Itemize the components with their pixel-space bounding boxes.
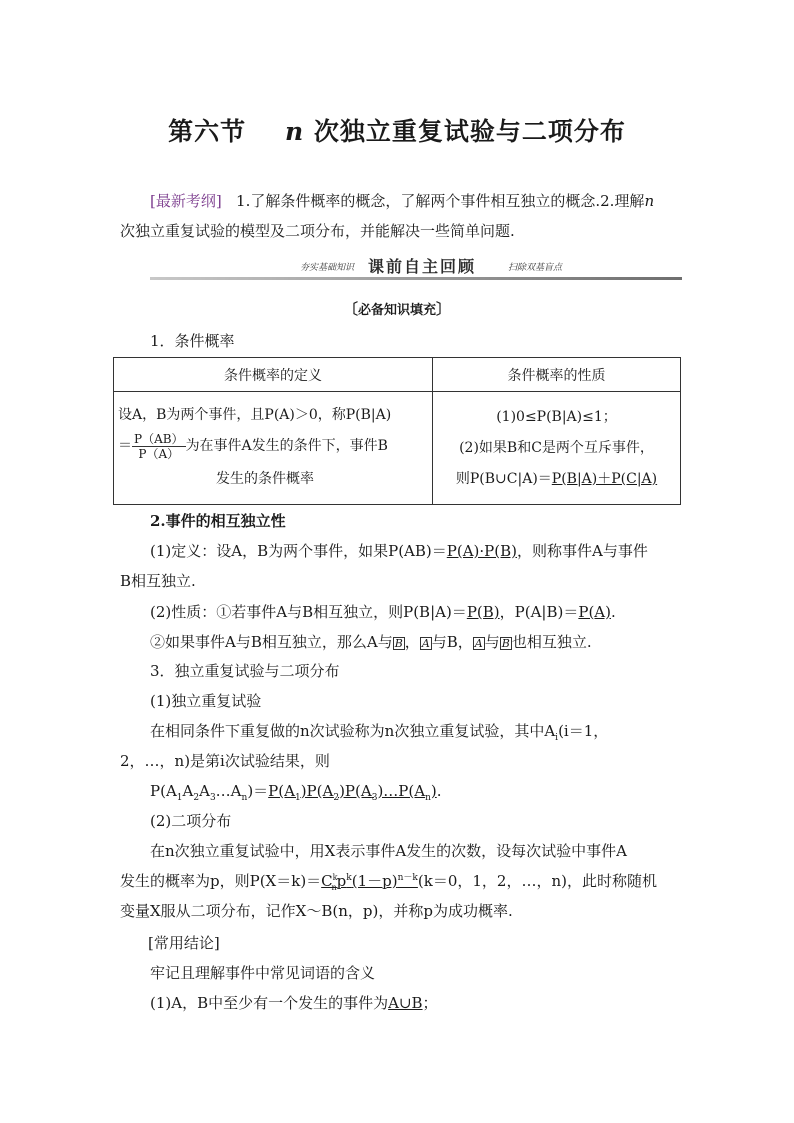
- title-n: n: [284, 117, 305, 146]
- title-prefix: 第六节: [168, 117, 247, 146]
- s3-q2: [120, 870, 657, 892]
- s2-def-c: ，则称事件A与事件: [516, 542, 648, 560]
- common-l2: [150, 992, 438, 1013]
- s2-prop-a: (2)性质：①若事件A与B相互独立，则P(B|A)＝: [150, 603, 467, 621]
- s2-prop-line: [150, 601, 616, 622]
- s3-sub2: (2)二项分布: [150, 812, 232, 830]
- s2-c2-g: 与: [484, 633, 500, 651]
- s3-q3: 变量X服从二项分布，记作X～B(n，p)，并称p为成功概率.: [120, 902, 513, 920]
- section-title: 必备知识填充: [357, 303, 436, 318]
- s3-p1-a: 在相同条件下重复做的n次试验称为n次独立重复试验，其中A: [150, 722, 556, 740]
- boxed-a-1: A: [421, 637, 430, 650]
- s3-title: 3．独立重复试验与二项分布: [150, 662, 340, 680]
- table-header-definition: 条件概率的定义: [114, 358, 433, 392]
- boxed-a-2: A: [474, 637, 483, 650]
- s3-p3-a: P(A: [150, 782, 177, 800]
- kaogang-line2: 次独立重复试验的模型及二项分布，并能解决一些简单问题.: [120, 222, 515, 240]
- section-heading: [0, 298, 794, 319]
- def-tail: 为在事件A发生的条件下，事件B: [185, 438, 388, 454]
- kaogang-line1: [150, 190, 654, 211]
- table-header-property: 条件概率的性质: [433, 358, 681, 392]
- s2-c2-e: 与B，: [431, 633, 473, 651]
- s3-p3-h: )P(A: [339, 782, 372, 800]
- common-l1: 牢记且理解事件中常见词语的含义: [150, 964, 376, 982]
- s3-p3-f: P(A: [268, 782, 295, 800]
- boxed-b-2: B: [501, 637, 510, 650]
- s2-corollary-line: [150, 631, 592, 652]
- def-fraction: [132, 432, 186, 461]
- s3-p3-b: A: [182, 782, 194, 800]
- s2-c2-c: ，: [404, 633, 420, 651]
- s2-def-line: [150, 540, 648, 561]
- conditional-probability-table: [113, 357, 681, 505]
- kaogang-label: [最新考纲]: [150, 192, 222, 210]
- s3-q2-a: 发生的概率为p，则P(X＝k)＝: [120, 872, 322, 890]
- s2-def-a: (1)定义：设A，B为两个事件，如果P(AB)＝: [150, 542, 447, 560]
- s2-prop-d: P(A): [578, 603, 611, 621]
- table-cell-property: [433, 392, 681, 505]
- s2-def-b: P(A)·P(B): [446, 542, 517, 560]
- s3-p3-i: )…P(A: [377, 782, 426, 800]
- prop3-b: P(B|A)＋P(C|A): [551, 470, 658, 487]
- s2-c2-a: ②如果事件A与B相互独立，那么A与: [150, 633, 393, 651]
- common-l2-a: (1)A，B中至少有一个发生的事件为: [150, 994, 389, 1012]
- right-bracket-icon: 〕: [436, 300, 452, 318]
- s3-p3-e: )＝: [247, 782, 269, 800]
- left-bracket-icon: 〔: [342, 300, 358, 318]
- s3-q2-c-sym: C: [321, 872, 333, 890]
- s3-p3-j: ): [430, 782, 437, 800]
- prop3-a: 则P(B∪C|A)＝: [455, 470, 552, 487]
- s3-p3-g: )P(A: [300, 782, 334, 800]
- common-l2-b: A∪B: [388, 994, 423, 1012]
- s3-p2: 2，…，n)是第i次试验结果，则: [120, 752, 330, 770]
- common-label: [常用结论]: [148, 934, 220, 952]
- s3-p1-sub: i: [555, 733, 559, 743]
- boxed-b-1: B: [394, 637, 403, 650]
- s3-sub1: (1)独立重复试验: [150, 692, 262, 710]
- s2-def-d: B相互独立.: [120, 572, 196, 590]
- def-num: P（AB）: [134, 431, 184, 446]
- s2-prop-c: ，P(A|B)＝: [499, 603, 579, 621]
- def-line1: 设A，B为两个事件，且P(A)＞0，称P(B|A): [118, 407, 392, 423]
- s1-title: 1．条件概率: [150, 332, 235, 350]
- s3-p3-product: $P(A_1)P(A_2)P(A_3)\dots P(A_n)$: [268, 782, 437, 803]
- banner-center: 课前自主回顾: [368, 257, 477, 276]
- s3-p3-k: .: [436, 782, 442, 800]
- s2-c2-i: 也相互独立.: [511, 633, 592, 651]
- s3-q2-d: (1－p): [351, 872, 398, 890]
- def-line2: [118, 428, 428, 464]
- s3-q2-p: p: [336, 872, 347, 890]
- binomial-formula: $C^k_np^k(1-p)^{n-k}$: [321, 872, 418, 892]
- common-l2-c: ；: [422, 994, 438, 1012]
- def-eq: ＝: [118, 438, 132, 454]
- s3-p3-c: A: [199, 782, 210, 800]
- def-line3: 发生的条件概率: [216, 471, 314, 487]
- s3-p3: $P(A_1A_2A_3\dots A_n)=P(A_1)P(A_2)P(A_3)\dots P(A_n)$.: [150, 782, 442, 803]
- section-banner: [150, 254, 682, 284]
- def-den: P（A）: [138, 446, 180, 461]
- banner-left: 夯实基础知识: [300, 263, 355, 273]
- kaogang-n: n: [644, 192, 655, 210]
- s3-p1-b: (i＝1，: [558, 722, 609, 740]
- s3-q1: 在n次独立重复试验中，用X表示事件A发生的次数，设每次试验中事件A: [150, 842, 628, 860]
- title-rest: 次独立重复试验与二项分布: [313, 117, 626, 146]
- s2-title: 2.事件的相互独立性: [150, 512, 286, 530]
- s3-p1: [150, 720, 608, 743]
- prop-3: [434, 464, 679, 495]
- s2-prop-e: .: [611, 603, 616, 621]
- banner-right: 扫除双基盲点: [508, 263, 563, 273]
- prop-2: (2)如果B和C是两个互斥事件，: [459, 439, 654, 456]
- page-title: [0, 112, 794, 148]
- s3-q2-e: (k＝0，1，2，…，n)，此时称随机: [417, 872, 657, 890]
- s3-p3-d: …A: [215, 782, 242, 800]
- prop-1: (1)0≤P(B|A)≤1；: [496, 408, 617, 425]
- kaogang-text1: 1.了解条件概率的概念，了解两个事件相互独立的概念.2.理解: [236, 192, 645, 210]
- table-cell-definition: [114, 392, 433, 505]
- s2-prop-b: P(B): [466, 603, 500, 621]
- banner-bar: [150, 277, 682, 280]
